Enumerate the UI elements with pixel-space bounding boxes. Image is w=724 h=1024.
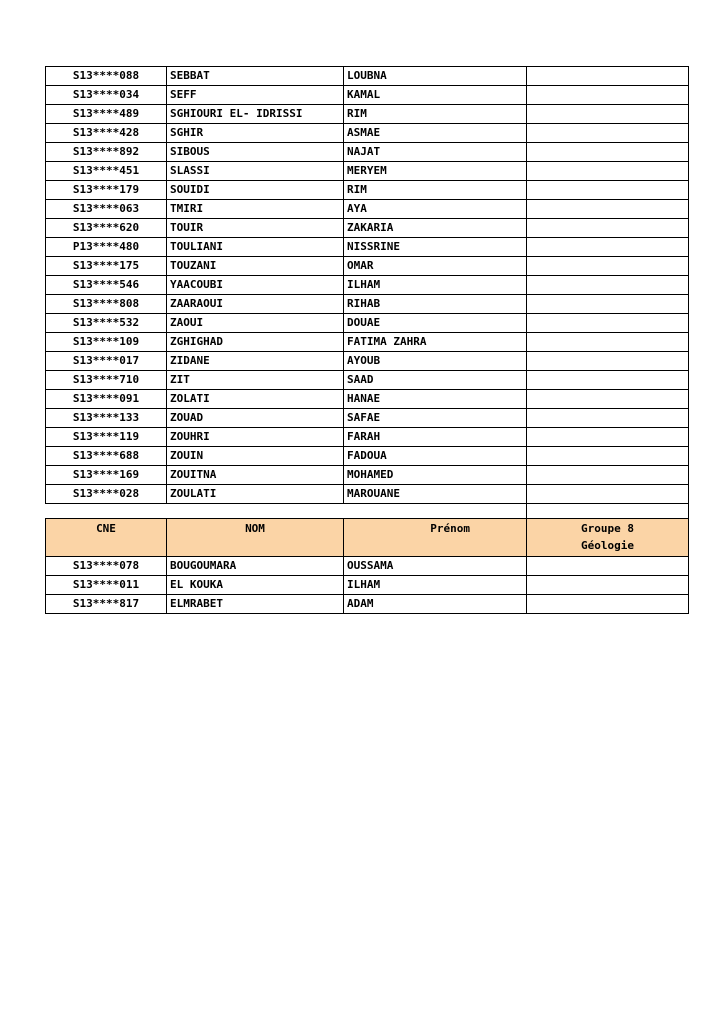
cell-nom: SEFF xyxy=(167,86,344,105)
cell-cne: S13****892 xyxy=(46,143,167,162)
cell-cne: S13****808 xyxy=(46,295,167,314)
cell-groupe xyxy=(527,485,689,504)
cell-cne: S13****091 xyxy=(46,390,167,409)
cell-nom: SLASSI xyxy=(167,162,344,181)
cell-cne: S13****078 xyxy=(46,557,167,576)
cell-groupe xyxy=(527,333,689,352)
cell-cne: S13****017 xyxy=(46,352,167,371)
cell-prenom: DOUAE xyxy=(344,314,527,333)
student-table xyxy=(45,66,689,614)
cell-groupe xyxy=(527,595,689,614)
cell-prenom: FADOUA xyxy=(344,447,527,466)
table-row xyxy=(46,276,689,295)
table-row xyxy=(46,181,689,200)
table1-body xyxy=(46,67,689,504)
cell-prenom: RIM xyxy=(344,105,527,124)
cell-nom: SGHIOURI EL- IDRISSI xyxy=(167,105,344,124)
cell-prenom: AYA xyxy=(344,200,527,219)
cell-cne: S13****817 xyxy=(46,595,167,614)
cell-groupe xyxy=(527,257,689,276)
cell-nom: TOUIR xyxy=(167,219,344,238)
table-row xyxy=(46,576,689,595)
cell-groupe xyxy=(527,105,689,124)
cell-prenom: NISSRINE xyxy=(344,238,527,257)
cell-prenom: LOUBNA xyxy=(344,67,527,86)
cell-cne: S13****428 xyxy=(46,124,167,143)
table2-body xyxy=(46,557,689,614)
cell-groupe xyxy=(527,428,689,447)
cell-cne: S13****489 xyxy=(46,105,167,124)
table-row xyxy=(46,67,689,86)
table-row xyxy=(46,485,689,504)
table2-header xyxy=(46,519,689,557)
cell-cne: S13****119 xyxy=(46,428,167,447)
cell-nom: ZAOUI xyxy=(167,314,344,333)
cell-cne: S13****088 xyxy=(46,67,167,86)
table-row xyxy=(46,86,689,105)
cell-cne: S13****109 xyxy=(46,333,167,352)
cell-prenom: ASMAE xyxy=(344,124,527,143)
cell-prenom: ILHAM xyxy=(344,276,527,295)
cell-cne: S13****620 xyxy=(46,219,167,238)
cell-groupe xyxy=(527,162,689,181)
table-spacer xyxy=(46,504,689,519)
table-row xyxy=(46,200,689,219)
cell-cne: S13****688 xyxy=(46,447,167,466)
table-row xyxy=(46,219,689,238)
header-row xyxy=(46,519,689,557)
cell-nom: ZOUITNA xyxy=(167,466,344,485)
cell-groupe xyxy=(527,86,689,105)
cell-cne: S13****710 xyxy=(46,371,167,390)
cell-nom: BOUGOUMARA xyxy=(167,557,344,576)
table-row xyxy=(46,557,689,576)
cell-nom: TOULIANI xyxy=(167,238,344,257)
table-row xyxy=(46,295,689,314)
cell-groupe xyxy=(527,295,689,314)
cell-nom: ZOUIN xyxy=(167,447,344,466)
cell-groupe xyxy=(527,371,689,390)
header-nom: NOM xyxy=(167,519,344,557)
cell-prenom: SAFAE xyxy=(344,409,527,428)
header-groupe-line1: Groupe 8 xyxy=(581,522,634,535)
cell-groupe xyxy=(527,409,689,428)
header-groupe-line2: Géologie xyxy=(581,539,634,552)
cell-prenom: HANAE xyxy=(344,390,527,409)
table-row xyxy=(46,162,689,181)
cell-nom: TMIRI xyxy=(167,200,344,219)
cell-cne: S13****028 xyxy=(46,485,167,504)
cell-nom: ZAARAOUI xyxy=(167,295,344,314)
cell-groupe xyxy=(527,352,689,371)
cell-prenom: KAMAL xyxy=(344,86,527,105)
cell-groupe xyxy=(527,67,689,86)
cell-prenom: FATIMA ZAHRA xyxy=(344,333,527,352)
table-row xyxy=(46,466,689,485)
cell-prenom: AYOUB xyxy=(344,352,527,371)
table-row xyxy=(46,371,689,390)
table-row xyxy=(46,390,689,409)
table-row xyxy=(46,124,689,143)
cell-groupe xyxy=(527,557,689,576)
table-row xyxy=(46,428,689,447)
cell-groupe xyxy=(527,181,689,200)
cell-cne: S13****532 xyxy=(46,314,167,333)
cell-prenom: MOHAMED xyxy=(344,466,527,485)
cell-prenom: RIM xyxy=(344,181,527,200)
cell-cne: S13****546 xyxy=(46,276,167,295)
table-row xyxy=(46,333,689,352)
cell-groupe xyxy=(527,219,689,238)
cell-nom: YAACOUBI xyxy=(167,276,344,295)
cell-nom: TOUZANI xyxy=(167,257,344,276)
cell-groupe xyxy=(527,238,689,257)
cell-prenom: ADAM xyxy=(344,595,527,614)
cell-cne: S13****175 xyxy=(46,257,167,276)
cell-cne: S13****034 xyxy=(46,86,167,105)
cell-cne: S13****011 xyxy=(46,576,167,595)
table-row xyxy=(46,409,689,428)
cell-prenom: NAJAT xyxy=(344,143,527,162)
header-cne: CNE xyxy=(46,519,167,557)
cell-groupe xyxy=(527,124,689,143)
cell-prenom: OUSSAMA xyxy=(344,557,527,576)
table-row xyxy=(46,105,689,124)
cell-prenom: SAAD xyxy=(344,371,527,390)
cell-groupe xyxy=(527,200,689,219)
cell-nom: ZOULATI xyxy=(167,485,344,504)
cell-nom: SIBOUS xyxy=(167,143,344,162)
cell-cne: S13****063 xyxy=(46,200,167,219)
cell-nom: ZOUHRI xyxy=(167,428,344,447)
cell-cne: P13****480 xyxy=(46,238,167,257)
table-row xyxy=(46,257,689,276)
table-row xyxy=(46,352,689,371)
cell-nom: ZGHIGHAD xyxy=(167,333,344,352)
table-row xyxy=(46,143,689,162)
cell-nom: SGHIR xyxy=(167,124,344,143)
table-row xyxy=(46,314,689,333)
cell-nom: ZOLATI xyxy=(167,390,344,409)
cell-groupe xyxy=(527,466,689,485)
cell-cne: S13****179 xyxy=(46,181,167,200)
table-row xyxy=(46,447,689,466)
cell-nom: ELMRABET xyxy=(167,595,344,614)
cell-nom: SEBBAT xyxy=(167,67,344,86)
cell-cne: S13****451 xyxy=(46,162,167,181)
cell-prenom: OMAR xyxy=(344,257,527,276)
cell-groupe xyxy=(527,314,689,333)
cell-prenom: RIHAB xyxy=(344,295,527,314)
cell-groupe xyxy=(527,576,689,595)
table-row xyxy=(46,595,689,614)
cell-nom: ZIDANE xyxy=(167,352,344,371)
header-groupe xyxy=(527,519,689,557)
cell-prenom: FARAH xyxy=(344,428,527,447)
cell-prenom: MAROUANE xyxy=(344,485,527,504)
cell-groupe xyxy=(527,276,689,295)
cell-groupe xyxy=(527,447,689,466)
table-row xyxy=(46,238,689,257)
cell-groupe xyxy=(527,143,689,162)
cell-cne: S13****169 xyxy=(46,466,167,485)
header-prenom: Prénom xyxy=(344,519,527,557)
cell-prenom: ILHAM xyxy=(344,576,527,595)
cell-cne: S13****133 xyxy=(46,409,167,428)
cell-nom: EL KOUKA xyxy=(167,576,344,595)
student-list-sheet xyxy=(45,66,688,614)
cell-groupe xyxy=(527,390,689,409)
cell-prenom: MERYEM xyxy=(344,162,527,181)
cell-nom: ZOUAD xyxy=(167,409,344,428)
cell-nom: ZIT xyxy=(167,371,344,390)
cell-prenom: ZAKARIA xyxy=(344,219,527,238)
cell-nom: SOUIDI xyxy=(167,181,344,200)
spacer-row xyxy=(46,504,689,519)
